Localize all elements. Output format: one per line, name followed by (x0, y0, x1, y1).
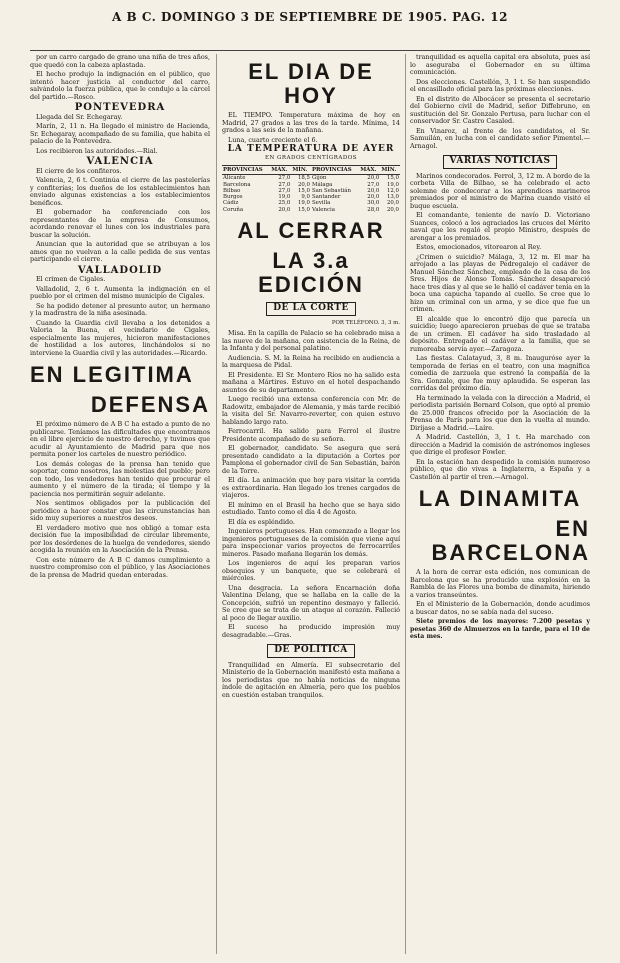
article-paragraph: Ferrocarril. Ha salido para Ferrol el ilustre Presidente acompañado de su señora. (222, 427, 400, 443)
table-cell: 19,0 (297, 200, 310, 207)
lottery-notice: Siete premios de los mayores: 7.200 pesetas y pesetas 360 de Almuerzos en la tarde, para el 10 de esta mes. (410, 618, 590, 640)
table-header-cell: MÍN. (380, 166, 400, 175)
article-paragraph: El crimen de Cigales. (36, 275, 106, 283)
article-paragraph: Se ha podido detener al presunto autor, un hermano y la madrastra de la niña asesinada. (30, 301, 210, 317)
section-heading-valencia: VALENCIA (86, 156, 154, 167)
article-paragraph: En el distrito de Albocácer se presenta el secretario del Gobierno civil de Madrid, señor Diffebruno, en sustitución del Sr. Gonzalo Pertusa, para luchar con el conservador Sr. Castro Casaled. (410, 94, 590, 125)
page-masthead: A B C. DOMINGO 3 DE SEPTIEMBRE DE 1905. PAG. 12 (112, 10, 508, 24)
table-cell: Burgos (223, 194, 243, 201)
boxed-heading-corte: DE LA CORTE (266, 302, 356, 316)
article-paragraph: Valladolid, 2, 6 t. Aumenta la indignación en el pueblo por el crimen del mismo municipio de Cigales. (30, 284, 210, 300)
table-cell: 13,0 (386, 194, 399, 201)
table-cell: 20,0 (278, 206, 291, 213)
table-cell: 15,0 (297, 206, 310, 213)
table-row (222, 182, 400, 188)
article-paragraph: El comandante, teniente de navío D. Victoriano Suances, colocó a los agraciados las cruces del Mérito naval que les regaló el propio Ministro, después de arengar a los premiados. (410, 211, 590, 242)
boxed-heading-politica: DE POLITICA (267, 644, 355, 658)
table-header-cell: PROVINCIAS (222, 166, 270, 175)
column-divider-1 (216, 54, 217, 954)
article-paragraph: El suceso ha producido impresión muy desagradable.—Gras. (222, 623, 400, 639)
table-cell: 20,0 (367, 187, 380, 194)
table-cell: 19,0 (278, 194, 291, 201)
article-paragraph: Una desgracia. La señora Encarnación doña Valentina Delang, que se hallaba en la calle de la Concepción, sufrió un repentino desmayo y falleció. Se cree que se trata de un ataque al corazón. Falleció al poco de llegar auxilio. (222, 583, 400, 622)
table-cell: 19,0 (386, 181, 399, 188)
article-paragraph: Anuncian que la autoridad que se atribuyan a los amos que no vuelvan a la calle pedida de sus ventas participando el cierre. (30, 240, 210, 263)
table-cell: 15,0 (297, 187, 310, 194)
table-cell: 27,0 (278, 181, 291, 188)
article-paragraph: Estos, emocionados, vitorearon al Rey. (416, 243, 542, 251)
table-cell: 25,0 (278, 200, 291, 207)
article-paragraph: Ingenieros portugueses. Han comenzado a llegar los ingenieros portugueses de la comisión que viene aquí para inspeccionar varios proyectos de ferrocarriles mineros. Pasado mañana llegarán los demás. (222, 527, 400, 558)
table-cell: 12,0 (386, 187, 399, 194)
table-header-cell: MÁX. (359, 166, 380, 175)
temperature-table (222, 165, 400, 213)
article-paragraph: Valencia, 2, 6 t. Continúa el cierre de las pastelerías y confiterías; los dueños de los establecimientos han enviado algunas existencias a los establecimientos benéficos. (30, 176, 210, 207)
article-paragraph: El Presidente. El Sr. Montero Ríos no ha salido esta mañana a Mártires. Estuvo en el hotel despachando asuntos de su departamento. (222, 370, 400, 394)
table-header-cell: MÍN. (291, 166, 311, 175)
table-cell: 28,0 (367, 206, 380, 213)
table-cell: 20,0 (367, 194, 380, 201)
table-header-cell: MÁX. (270, 166, 291, 175)
article-paragraph: tranquilidad es aquella capital era absoluta, pues así lo aseguraba el Gobernador en su última comunicación. (410, 54, 590, 76)
article-paragraph: El gobernador ha conferenciado con los representantes de la empresa de Consumos, acordando renovar el lunes con los industriales para buscar la solución. (30, 208, 210, 239)
article-paragraph: Nos sentimos obligados por la publicación del periódico a hacer constar que las circunstancias han sido muy superiores a nuestros deseos. (30, 499, 210, 522)
table-cell: Coruña (223, 206, 244, 213)
article-paragraph: El cierre de los confiteros. (36, 166, 122, 175)
article-paragraph: En el Ministerio de la Gobernación, donde acudimos a buscar datos, no se sabía nada del suceso. (410, 600, 590, 616)
table-cell: 18,5 (297, 175, 310, 182)
table-cell: Gijón (311, 175, 327, 182)
article-paragraph: por un carro cargado de grano una niña de tres años, que quedó con la cabeza aplastada. (30, 54, 210, 69)
article-paragraph: Tranquilidad en Almería. El subsecretario del Ministerio de la Gobernación manifestó esta mañana a los periodistas que no había noticias de ninguna índole de agitación en Almería, pero que los pueblos en cuestión estaban tranquilos. (222, 660, 400, 699)
article-paragraph: Con este número de A B C damos cumplimiento a nuestro compromiso con el público, y las Asociaciones de la prensa de Madrid quedan enteradas. (30, 555, 210, 579)
section-heading-pontevedra: PONTEVEDRA (74, 102, 166, 113)
column-divider-2 (405, 54, 406, 954)
table-header-cell: PROVINCIAS (311, 166, 359, 175)
article-paragraph: Luego recibió una extensa conferencia con Mr. de Radowitz, embajador de Alemania, y más tarde recibió la visita del Sr. Navarro-reverter, con quien estuvo hablando largo rato. (222, 395, 400, 426)
headline-dinamita: LA DINAMITA (418, 486, 582, 511)
table-row (222, 175, 400, 182)
temperature-title: LA TEMPERATURA DE AYER (227, 144, 395, 154)
moon-paragraph: Luna, cuarto creciente el 6. (228, 135, 318, 144)
headline-defensa: DEFENSA (90, 392, 210, 417)
article-paragraph: Cuando la Guardia civil llevaba a los detenidos a Valoria la Buena, el vecindario de Cigales, especialmente las mujeres, hicieron manifestaciones de hostilidad a los autores, linchándolos si no interviene la Guardia civil y las autoridades.—Ricardo. (30, 318, 210, 357)
article-paragraph: El alcalde que lo encontró dijo que parecía un suicidio; luego aparecieron pruebas de que se trataba de un crimen. El cadáver ha sido trasladado al depósito. Entregado el cadáver a la familia, que se rumoreaba servía ayer.—Zaragoza. (410, 314, 590, 353)
article-paragraph: El mínimo en el Brasil ha hecho que se haya sido estudiado. Tanto como el día 4 de Agosto. (222, 500, 400, 517)
article-paragraph: En la estación han despedido la comisión numeroso público, que dio vivas a Inglaterra, a España y a Castellón al partir el tren.—Arnagol. (410, 457, 590, 481)
column-2 (222, 54, 400, 954)
article-paragraph: Dos elecciones. Castellón, 3, 1 t. Se han suspendido el encasillado oficial para las próximas elecciones. (410, 77, 590, 93)
article-paragraph: El hecho produjo la indignación en el público, que intentó hacer justicia al conductor del carro, salvándolo la fuerza pública, que le condujo a la cárcel del partido.—Rosco. (30, 70, 210, 101)
article-paragraph: El día. La animación que hoy para visitar la corrida es extraordinaria. Han llegado los trenes cargados de viajeros. (222, 476, 400, 500)
table-cell: 20,0 (386, 206, 399, 213)
table-cell: San Sebastián (311, 187, 351, 194)
table-cell: 30,0 (367, 200, 380, 207)
article-paragraph: ¿Crimen o suicidio? Málaga, 3, 12 m. El mar ha arrojado a las playas de Pedregalejo el cadáver de Manuel Sánchez Sánchez, empleado de la casa de los Sres. Hijos de Alonso Tomás. Sánchez desapareció hace tres días y al que se le halló el cadáver tenía en la boca una capucha tapando al cuello. Se cree que lo hizo un criminal con un arma, y se dice que fue un crimen. (410, 252, 590, 313)
headline-legitima: EN LEGITIMA (30, 362, 194, 387)
article-paragraph: Las fiestas. Calatayud, 3, 8 m. Inauguróse ayer la temporada de ferias en el teatro, con una magnífica comedia de zarzuela que estrenó la compañía de la Sra. Gonzalo, que fue muy aplaudida. Se esperan las corridas del próximo día. (410, 354, 590, 392)
column-1 (30, 54, 210, 954)
table-cell: Barcelona (223, 181, 251, 188)
table-row (222, 207, 400, 213)
headline-tercera-edicion: LA 3.a EDICIÓN (258, 248, 364, 298)
temperature-subtitle: EN GRADOS CENTÍGRADOS (264, 154, 358, 161)
table-header-row (222, 166, 400, 175)
article-paragraph: Los recibieron las autoridades.—Rial. (36, 146, 158, 155)
column-3 (410, 54, 590, 954)
headline-en-barcelona: EN BARCELONA (431, 516, 590, 565)
byline: POR TELÉFONO. 3, 3 m. (331, 319, 400, 326)
table-cell: Valencia (311, 206, 335, 213)
article-paragraph: Llegada del Sr. Echegaray. (36, 112, 123, 121)
article-paragraph: Marinos condecorados. Ferrol, 3, 12 m. A bordo de la corbeta Villa de Bilbao, se ha celebrado el acto solemne de condecorar a los aprendices marineros premiados por el ministro de Marina cuando visitó el buque escuela. (410, 171, 590, 210)
table-cell: 27,0 (278, 175, 291, 182)
section-heading-valladolid: VALLADOLID (77, 264, 163, 276)
table-cell: 27,0 (278, 187, 291, 194)
table-cell: Bilbao (223, 187, 241, 194)
table-cell: 20,0 (297, 181, 310, 188)
table-cell: Cádiz (223, 200, 239, 207)
article-paragraph: Los demás colegas de la prensa han tenido que soportar, como nosotros, las molestias del pueblo; pero con todo, los vendedores han tenido que procurar el aumento y el número de la tirada; el tiempo y la paciencia nos permitirán seguir adelante. (30, 459, 210, 498)
article-paragraph: A la hora de cerrar esta edición, nos comunican de Barcelona que se ha producido una explosión en la Rambla de las Flores una bomba de dinamita, hiriendo a varios transeúntes. (410, 568, 590, 599)
article-paragraph: El próximo número de A B C ha estado a punto de no publicarse. Teníamos las dificultades que encontramos en el libre ejercicio de nuestro derecho, y tuvimos que acudir al Ayuntamiento de Madrid para que nos permita poner los carteles de nuestro periódico. (30, 420, 210, 458)
article-paragraph: Los ingenieros de aquí les preparan varios obsequios y un banquete, que se celebrará el miércoles. (222, 559, 400, 583)
article-paragraph: En Vinaroz, al frente de los candidatos, el Sr. Samuilán, en lucha con el candidato señor Pimentel.—Arnagol. (410, 126, 590, 150)
table-cell: 27,0 (367, 181, 380, 188)
table-cell: 9,0 (301, 194, 310, 201)
article-paragraph: El día es espléndido. (228, 517, 295, 526)
article-paragraph: Marín, 2, 11 n. Ha llegado el ministro de Hacienda, Sr. Echegaray, acompañado de su familia, que habita el palacio de la Pontevedra. (30, 122, 210, 145)
article-paragraph: Ha terminado la velada con la dirección a Madrid, el periodista parisién Bernard Colson, que optó al premio de 25.000 francos ofrecido por la Asociación de la Prensa de París para los que den la vuelta al mundo. Diríjase a Madrid.—Laíre. (410, 393, 590, 432)
table-cell: 20,0 (367, 175, 380, 182)
table-cell: Santander (311, 194, 341, 201)
article-paragraph: El verdadero motivo que nos obligó a tomar esta decisión fue la imposibilidad de circular libremente, por los desórdenes de la huelga de vendedores, siendo acogida la reunión en la Asociación de la Prensa. (30, 523, 210, 554)
headline-dia-de-hoy: EL DIA DE HOY (248, 59, 374, 108)
article-paragraph: El gobernador, candidato. Se asegura que será presentado candidato a la diputación a Cortes por Pamplona el gobernador civil de San Sebastián, barón de la Torre. (222, 444, 400, 475)
table-cell: Málaga (311, 181, 333, 188)
table-cell: Sevilla (311, 200, 331, 207)
article-paragraph: A Madrid. Castellón, 3, 1 t. Ha marchado con dirección a Madrid la comisión de astrónomos ingleses que dirige el profesor Fowler. (410, 433, 590, 456)
table-cell: 15,0 (386, 175, 399, 182)
article-paragraph: Audiencia. S. M. la Reina ha recibido en audiencia a la marquesa de Pidal. (222, 353, 400, 370)
headline-al-cerrar: AL CERRAR (237, 218, 385, 244)
masthead-rule (30, 50, 590, 51)
table-cell: Alicante (223, 175, 246, 182)
boxed-heading-varias-noticias: VARIAS NOTICIAS (443, 155, 558, 169)
article-paragraph: Misa. En la capilla de Palacio se ha celebrado misa a las nueve de la mañana, con asistencia de la Reina, de la Infanta y del personal palatino. (222, 329, 400, 353)
table-cell: 20,0 (386, 200, 399, 207)
weather-paragraph: EL TIEMPO. Temperatura máxima de hoy en Madrid, 27 grados a las tres de la tarde. Mínima, 14 grados a las seis de la mañana. (222, 111, 400, 134)
